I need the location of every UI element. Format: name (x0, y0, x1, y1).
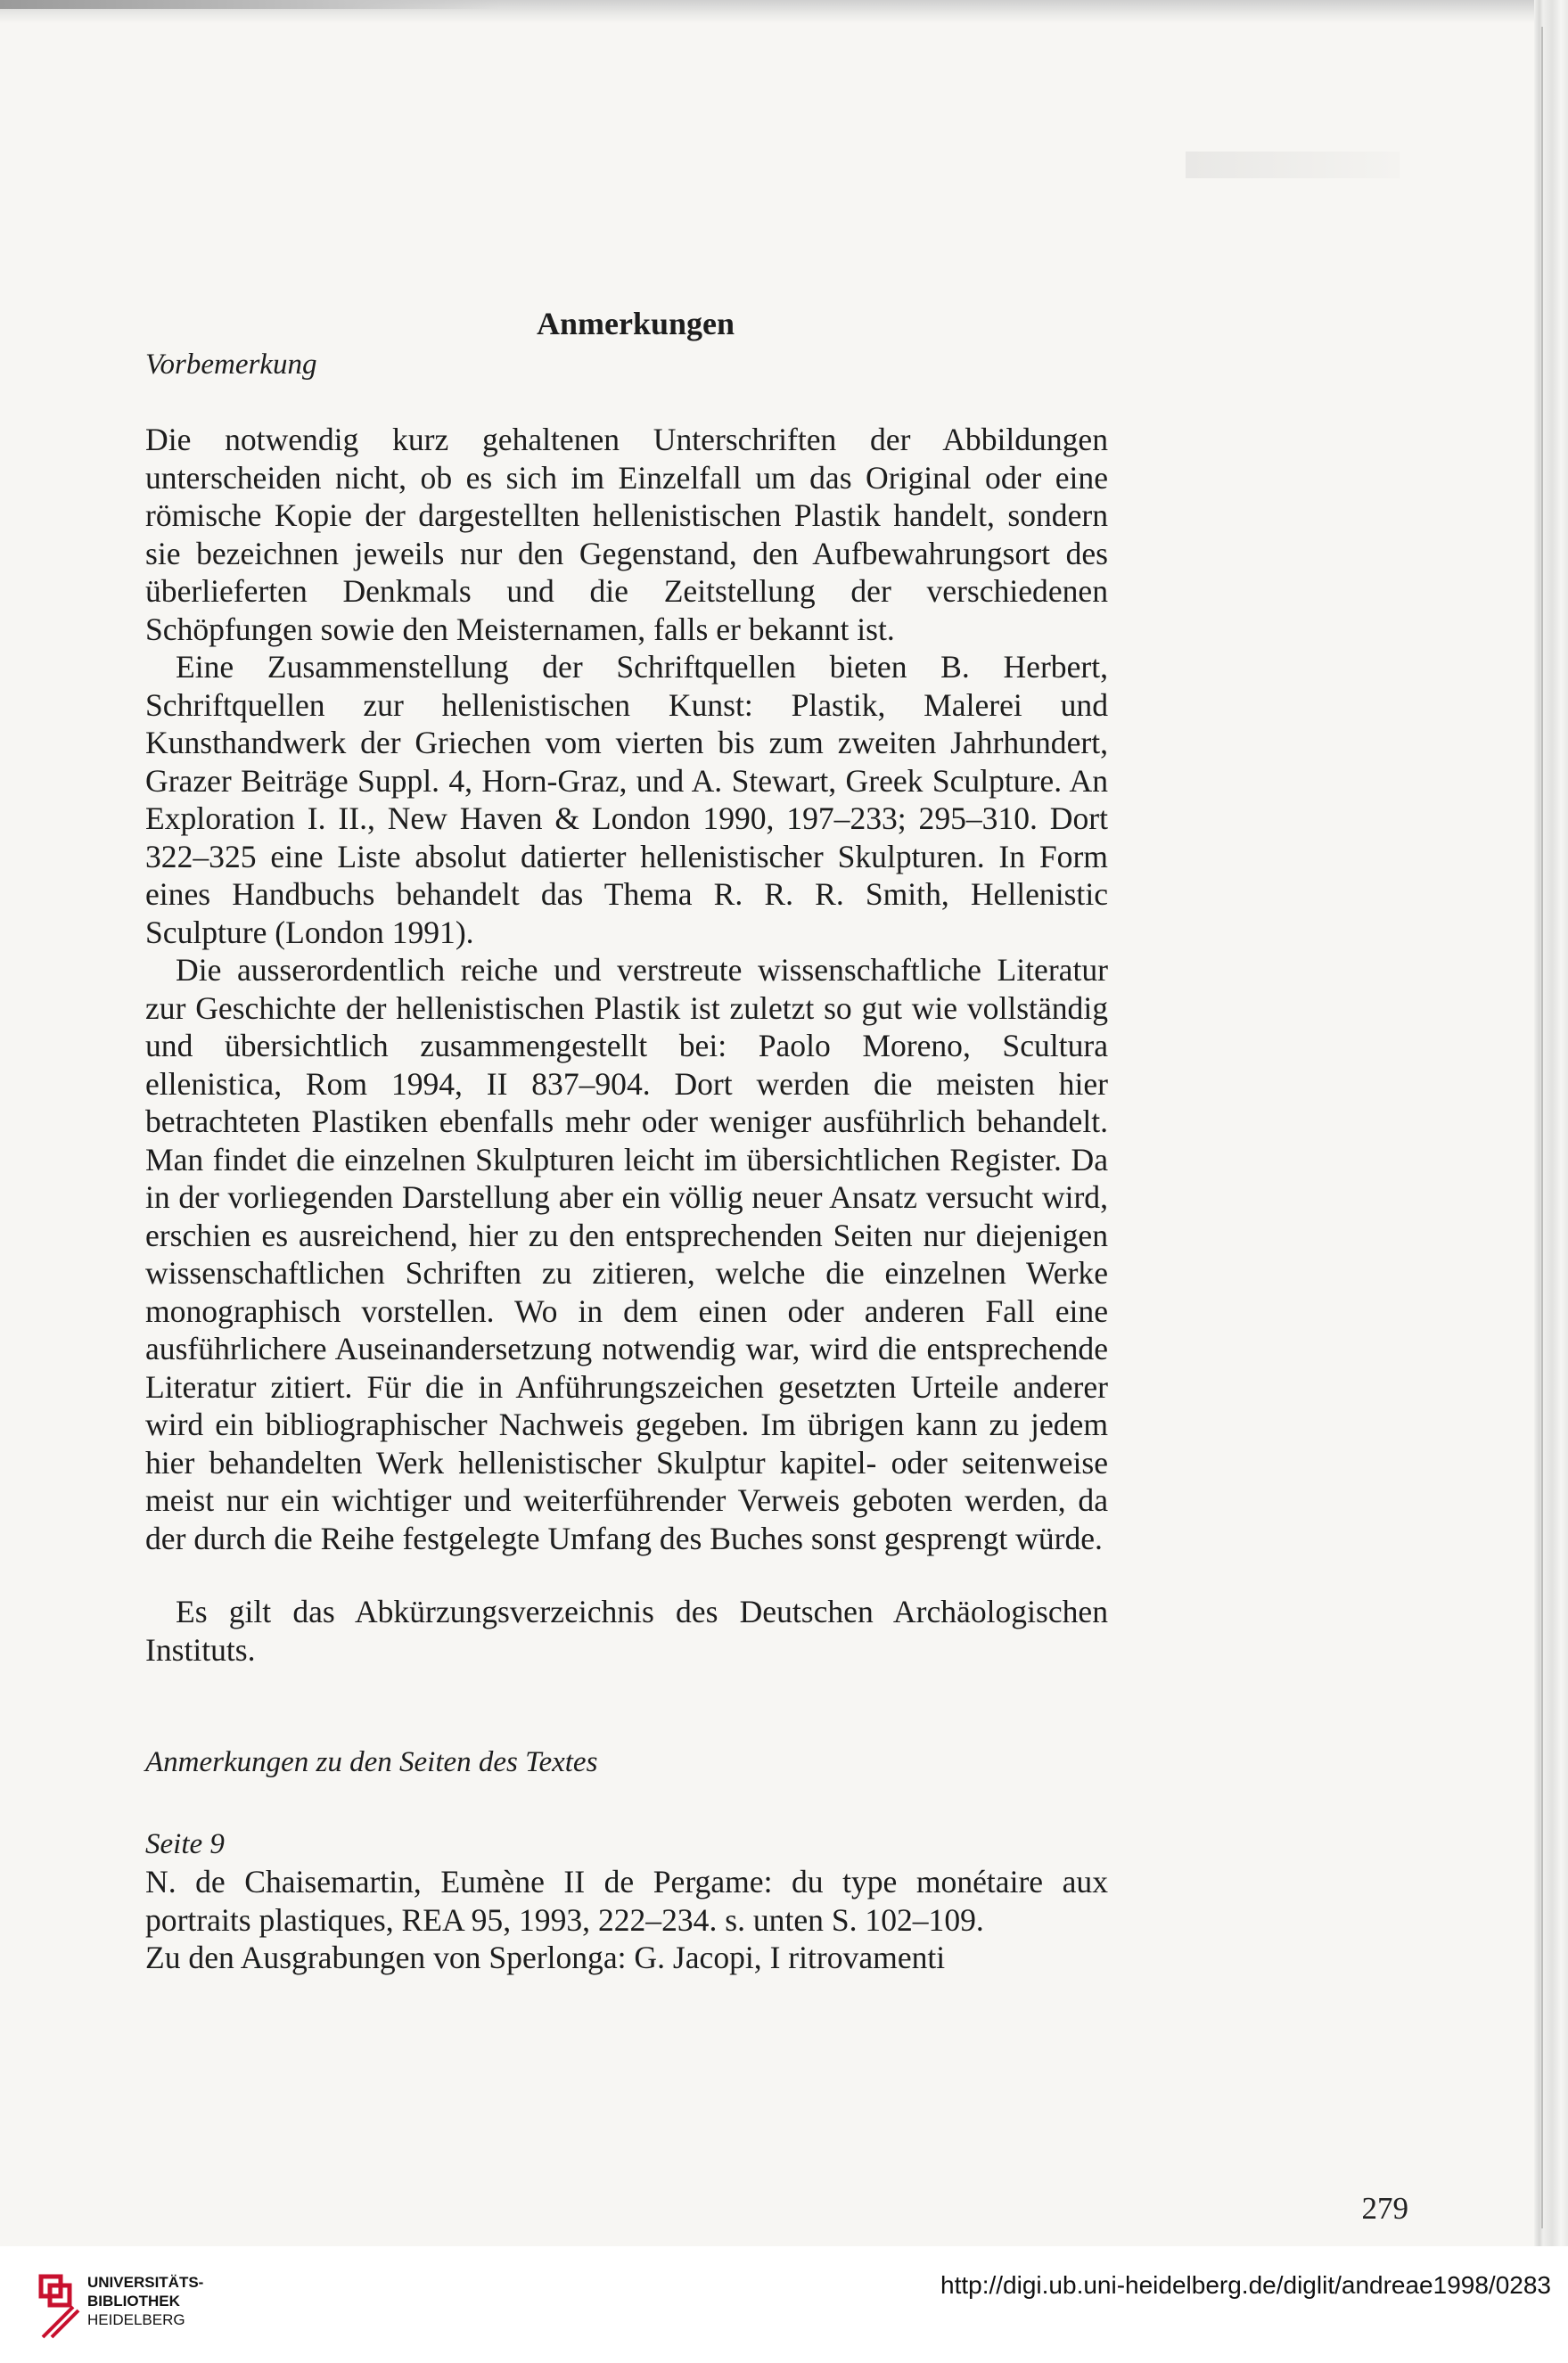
book-spine-edge (1534, 0, 1568, 2246)
page-top-shadow (0, 0, 499, 9)
paragraph-4: Es gilt das Abkürzungsverzeichnis des Deutschen Archäologischen Instituts. (145, 1594, 1108, 1668)
library-name-line1: UNIVERSITÄTS- (87, 2274, 204, 2291)
library-logo-icon (37, 2268, 91, 2342)
page-text-body (145, 301, 1108, 1977)
page-heading: Anmerkungen (536, 306, 735, 341)
library-name-line3: HEIDELBERG (87, 2311, 185, 2328)
note-2: Zu den Ausgrabungen von Sperlonga: G. Jacopi, I ritrovamenti (145, 1940, 946, 1975)
library-name-line2: BIBLIOTHEK (87, 2293, 180, 2310)
seite-label: Seite 9 (145, 1828, 225, 1860)
library-name (87, 2273, 203, 2329)
paragraph-1: Die notwendig kurz gehaltenen Unterschriften der Abbildungen unterscheiden nicht, ob es sich im Einzelfall um das Original oder eine römische Kopie der dargestellten hellenistischen Plastik handelt, sondern sie bezeichnen jeweils nur den Gegenstand, den Aufbewahrungsort des überlieferten Denkmals und die Zeitstellung der verschiedenen Schöpfungen sowie den Meisternamen, falls er bekannt ist. (145, 422, 1108, 647)
note-1: N. de Chaisemartin, Eumène II de Pergame: du type monétaire aux portraits plastiques, REA 95, 1993, 222–234. s. unten S. 102–109. (145, 1864, 1108, 1938)
bleed-through-mark (1186, 152, 1400, 178)
page-number: 279 (1361, 2191, 1408, 2226)
section-label: Vorbemerkung (145, 349, 317, 381)
paragraph-2: Eine Zusammenstellung der Schriftquellen bieten B. Herbert, Schriftquellen zur hellenistischen Kunst: Plastik, Malerei und Kunsthandwerk der Griechen vom vierten bis zum zweiten Jahrhundert, Grazer Beiträge Suppl. 4, Horn-Graz, und A. Stewart, Greek Sculpture. An Exploration I. II., New Haven & London 1990, 197–233; 295–310. Dort 322–325 eine Liste absolut datierter hellenistischer Skulpturen. In Form eines Handbuchs behandelt das Thema R. R. R. Smith, Hellenistic Sculpture (London 1991). (145, 649, 1108, 950)
paragraph-3: Die ausserordentlich reiche und verstreute wissenschaftliche Literatur zur Geschichte der hellenistischen Plastik ist zuletzt so gut wie vollständig und übersichtlich zusammengestellt bei: Paolo Moreno, Scultura ellenistica, Rom 1994, II 837–904. Dort werden die meisten hier betrachteten Plastiken ebenfalls mehr oder weniger ausführlich behandelt. Man findet die einzelnen Skulpturen leicht im übersichtlichen Register. Da in der vorliegenden Darstellung aber ein völlig neuer Ansatz versucht wird, erschien es ausreichend, hier zu den entsprechenden Seiten nur diejenigen wissenschaftlichen Schriften zu zitieren, welche die einzelnen Werke monographisch vorstellen. Wo in dem einen oder anderen Fall eine ausführlichere Auseinandersetzung notwendig war, wird die entsprechende Literatur zitiert. Für die in Anführungszeichen gesetzten Urteile anderer wird ein bibliographischer Nachweis gegeben. Im übrigen kann zu jedem hier behandelten Werk hellenistischer Skulptur kapitel- oder seitenweise meist nur ein wichtiger und weiterführender Verweis geboten werden, da der durch die Reihe festgelegte Umfang des Buches sonst gesprengt würde. (145, 952, 1108, 1556)
source-url-link[interactable]: http://digi.ub.uni-heidelberg.de/diglit/andreae1998/0283 (940, 2271, 1551, 2299)
section2-label: Anmerkungen zu den Seiten des Textes (145, 1746, 598, 1778)
footer-bar (0, 2246, 1568, 2363)
